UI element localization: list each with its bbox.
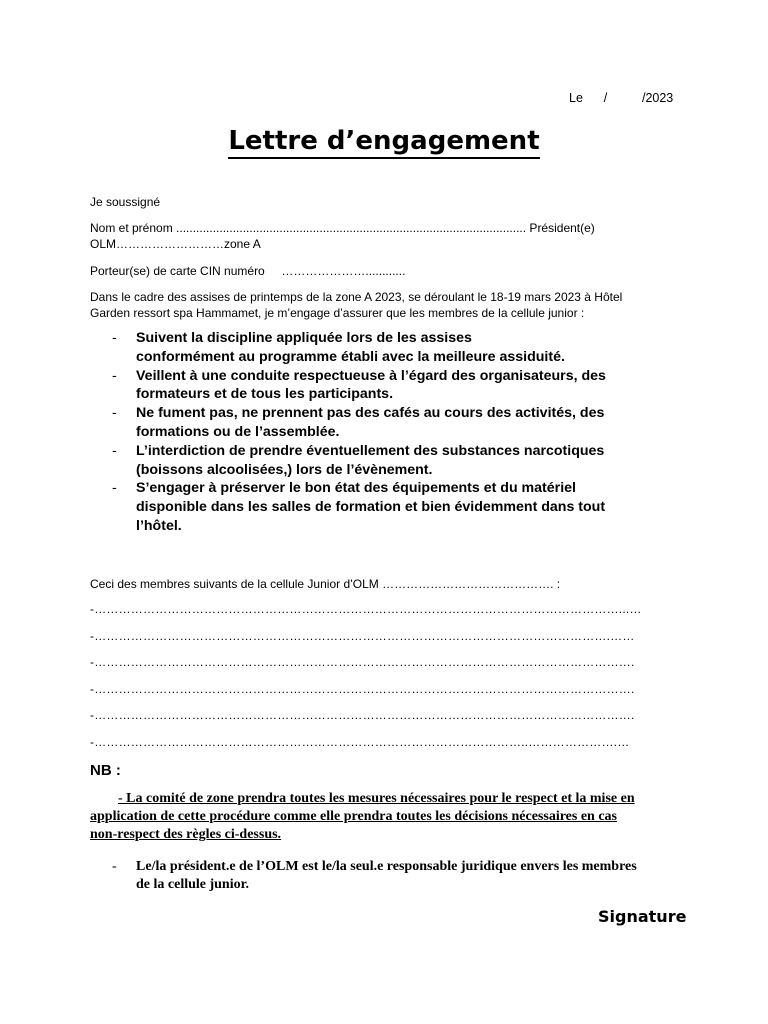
nb-bullet-line: Le/la président.e de l’OLM est le/la seul.e responsable juridique envers les membres <box>136 859 637 874</box>
nom-prenom-field: Nom et prénom ......................................................................................................... Président(e) <box>90 221 595 235</box>
list-dash: - <box>112 480 117 497</box>
list-dash: - <box>112 442 117 459</box>
nb-label: NB : <box>90 762 121 779</box>
members-intro: Ceci des membres suivants de la cellule Junior d’OLM ……………………………………. : <box>90 577 561 591</box>
nb-bullet-text <box>136 858 684 894</box>
commitment-line: formateurs et de tous les participants. <box>136 386 394 403</box>
nb-paragraph-line: non-respect des règles ci-dessus. <box>90 827 282 842</box>
commitment-line: formations ou de l’assemblée. <box>136 423 340 440</box>
commitment-item <box>112 404 652 442</box>
olm-zone-field: OLM………………………zone A <box>90 237 261 251</box>
list-dash: - <box>112 405 117 422</box>
signature-label: Signature <box>598 907 687 926</box>
date-prefix: Le <box>569 91 583 105</box>
date-slash: / <box>603 91 608 105</box>
commitment-line: S’engager à préserver le bon état des équipements et du matériel <box>136 480 576 497</box>
commitment-line: L’interdiction de prendre éventuellement des substances narcotiques <box>136 442 605 459</box>
cin-field: Porteur(se) de carte CIN numéro …………………............ <box>90 264 406 278</box>
commitment-item <box>112 479 652 535</box>
nb-paragraph-line: application de cette procédure comme elle prendra toutes les décisions nécessaires en cas <box>90 809 617 824</box>
commitment-line: conformément au programme établi avec la meilleure assiduité. <box>136 348 565 365</box>
commitment-line: Veillent à une conduite respectueuse à l’égard des organisateurs, des <box>136 367 606 384</box>
commitment-item <box>112 367 652 405</box>
nb-paragraph-line: - La comité de zone prendra toutes les mesures nécessaires pour le respect et la mise en <box>118 791 635 806</box>
nb-bullet-line: de la cellule junior. <box>136 877 250 892</box>
member-line: -……………………………………………………………………………………………..………………….… <box>90 735 630 749</box>
member-line: -…………………………………………………………………………………………………………………...… <box>90 602 642 616</box>
member-line: -……………………………………………………………………………………………………………………. <box>90 655 635 669</box>
commitment-line: disponible dans les salles de formation et bien évidemment dans tout <box>136 499 606 516</box>
list-dash: - <box>112 367 117 384</box>
commitment-item <box>112 442 652 480</box>
list-dash: - <box>112 859 117 874</box>
commitment-line: (boissons alcoolisées,) lors de l’évènement. <box>136 461 433 478</box>
date-year: /2023 <box>641 91 674 105</box>
member-line: -……………………………………………………………………………………………………………………. <box>90 708 635 722</box>
member-line: -……………………………………………………………………………………………………………….…… <box>90 629 635 643</box>
document-title: Lettre d’engagement <box>0 126 768 156</box>
commitment-line: Suivent la discipline appliquée lors de les assises <box>136 330 472 346</box>
intro-line-2: Garden ressort spa Hammamet, je m’engage d’assurer que les membres de la cellule junior : <box>90 306 585 320</box>
nb-paragraph <box>90 790 682 844</box>
soussigne-text: Je soussigné <box>90 195 161 209</box>
commitment-item <box>112 329 652 367</box>
commitment-line: l’hôtel. <box>136 517 182 534</box>
list-dash: - <box>112 330 117 346</box>
commitment-line: Ne fument pas, ne prennent pas des cafés au cours des activités, des <box>136 405 605 422</box>
intro-line-1: Dans le cadre des assises de printemps de la zone A 2023, se déroulant le 18-19 mars 2023 à Hôtel <box>90 290 623 304</box>
date-line <box>569 91 673 105</box>
member-line: -……………………………………………………………………………………………………………………. <box>90 682 635 696</box>
commitments-list <box>112 329 652 536</box>
